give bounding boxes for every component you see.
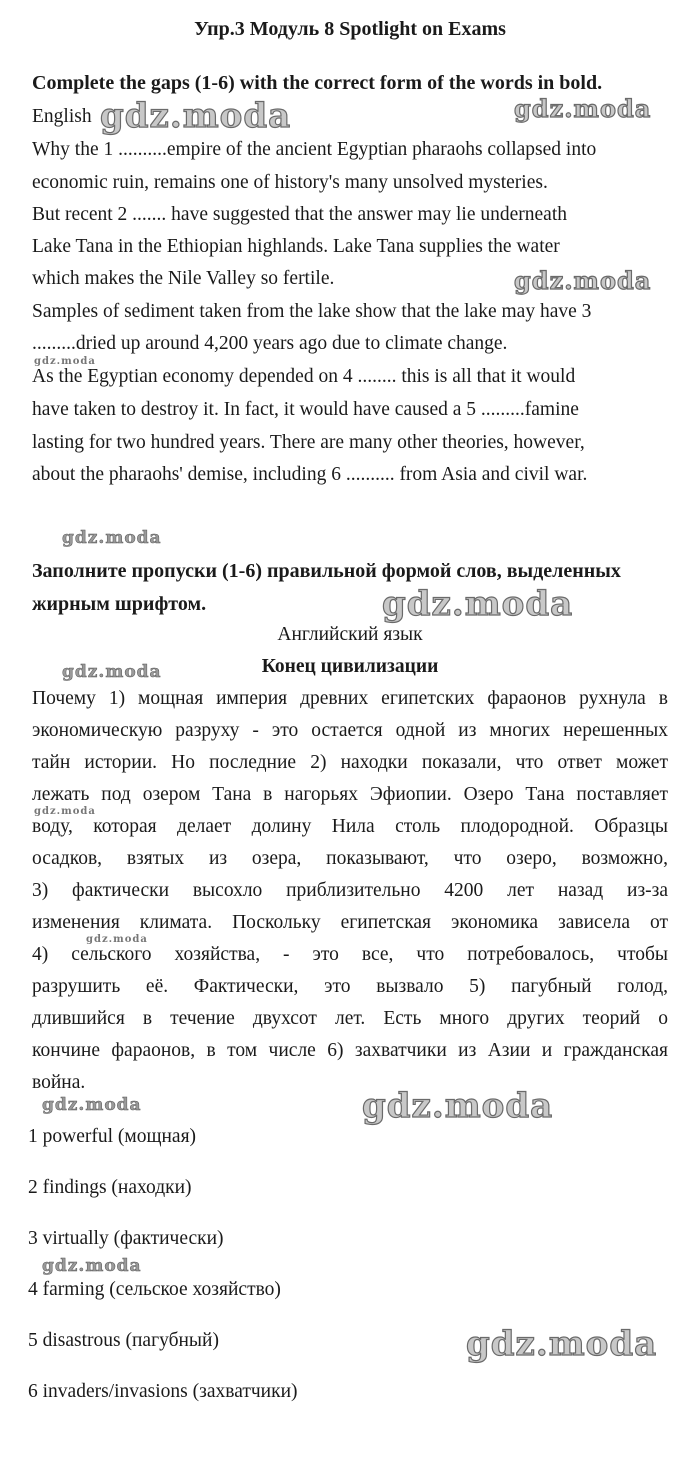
russian-subject: Английский язык — [277, 624, 423, 645]
answer-item: 6 invaders/invasions (захватчики) — [28, 1381, 298, 1402]
watermark: gdz.moda — [514, 94, 652, 123]
english-line: which makes the Nile Valley so fertile. — [32, 268, 335, 289]
watermark: gdz.moda — [62, 528, 162, 548]
english-line: Lake Tana in the Ethiopian highlands. Lake Tana supplies the water — [32, 236, 560, 257]
answer-item: 4 farming (сельское хозяйство) — [28, 1279, 281, 1300]
answer-item: 1 powerful (мощная) — [28, 1126, 197, 1147]
watermark: gdz.moda — [466, 1324, 658, 1364]
english-line: .........dried up around 4,200 years ago due to climate change. — [32, 333, 508, 354]
watermark: gdz.moda — [42, 1256, 142, 1276]
watermark: gdz.moda — [362, 1086, 554, 1126]
english-line: As the Egyptian economy depended on 4 ........ this is all that it would — [32, 366, 576, 387]
answer-item: 5 disastrous (пагубный) — [28, 1330, 219, 1351]
english-line: Why the 1 ..........empire of the ancient Egyptian pharaohs collapsed into — [32, 139, 597, 160]
watermark: gdz.moda — [34, 356, 96, 367]
watermark: gdz.moda — [86, 934, 148, 945]
english-line: economic ruin, remains one of history's many unsolved mysteries. — [32, 172, 548, 193]
watermark: gdz.moda — [514, 266, 652, 295]
russian-line: разрушить её. Фактически, это вызвало 5) пагубный голод, — [32, 976, 668, 997]
russian-line: кончине фараонов, в том числе 6) захватчики из Азии и гражданская — [32, 1040, 668, 1061]
russian-line: 4) сельского хозяйства, - это все, что потребовалось, чтобы — [32, 944, 668, 965]
russian-line: лежать под озером Тана в нагорьях Эфиопии. Озеро Тана поставляет — [32, 784, 668, 805]
watermark: gdz.moda — [42, 1095, 142, 1115]
watermark: gdz.moda — [34, 806, 96, 817]
watermark: gdz.moda — [100, 96, 292, 136]
english-line: about the pharaohs' demise, including 6 .......... from Asia and civil war. — [32, 464, 588, 485]
russian-line: изменения климата. Поскольку египетская экономика зависела от — [32, 912, 668, 933]
answer-item: 2 findings (находки) — [28, 1177, 192, 1198]
english-line: have taken to destroy it. In fact, it would have caused a 5 .........famine — [32, 399, 579, 420]
russian-line: война. — [32, 1072, 86, 1093]
russian-line: 3) фактически высохло приблизительно 4200 лет назад из-за — [32, 880, 668, 901]
english-line: But recent 2 ....... have suggested that the answer may lie underneath — [32, 204, 567, 225]
watermark: gdz.moda — [382, 584, 574, 624]
english-line: lasting for two hundred years. There are many other theories, however, — [32, 432, 585, 453]
english-line: Samples of sediment taken from the lake show that the lake may have 3 — [32, 301, 592, 322]
watermark: gdz.moda — [62, 662, 162, 682]
russian-task: жирным шрифтом. — [32, 593, 207, 615]
english-task: Complete the gaps (1-6) with the correct form of the words in bold. — [32, 72, 603, 94]
answer-item: 3 virtually (фактически) — [28, 1228, 224, 1249]
russian-line: воду, которая делает долину Нила столь плодородной. Образцы — [32, 816, 668, 837]
russian-line: Почему 1) мощная империя древних египетских фараонов рухнула в — [32, 688, 668, 709]
english-subject: English — [32, 106, 92, 127]
page-title: Упр.3 Модуль 8 Spotlight on Exams — [194, 18, 506, 40]
russian-line: осадков, взятых из озера, показывают, что озеро, возможно, — [32, 848, 668, 869]
russian-line: экономическую разруху - это остается одной из многих нерешенных — [32, 720, 668, 741]
russian-heading: Конец цивилизации — [261, 656, 439, 677]
russian-task: Заполните пропуски (1-6) правильной формой слов, выделенных — [32, 560, 621, 582]
russian-line: длившийся в течение двухсот лет. Есть много других теорий о — [32, 1008, 668, 1029]
russian-line: тайн истории. Но последние 2) находки показали, что ответ может — [32, 752, 668, 773]
